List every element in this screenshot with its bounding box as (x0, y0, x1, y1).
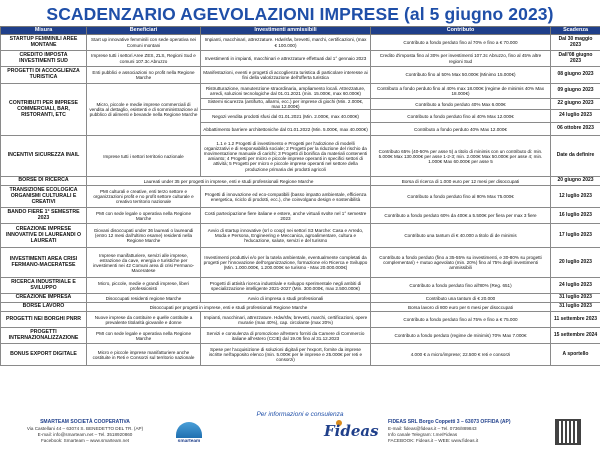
table-header (1, 27, 600, 35)
scadenza-cell: 12 luglio 2023 (551, 186, 600, 208)
contributo-cell: Contributo a fondo perduto fino al 70% e fino a € 70.000 (371, 35, 551, 51)
table-row (1, 278, 600, 294)
beneficiari-cell: Disoccupati per progetti in imprese, enti e studi professionali Regione Marche (87, 303, 371, 312)
scadenza-cell: 08 giugno 2023 (551, 67, 600, 84)
investimenti-cell: Servizi e consulenza di promozione all'estero forniti da Camere di Commercio italiane all'estero (CCIE) dal 19.06 fino al 31.12.2023 (201, 328, 371, 344)
qr-code-icon (555, 419, 581, 445)
contributo-cell: Contributo fino al 50% Max 50.000€ (Minimo 15.000€) (371, 67, 551, 84)
investimenti-cell: Progetti di attività ricerca industriale e sviluppo sperimentale negli ambiti di specializzazione intelligente 2021-2027 (Min. 300.000€, max 2.500.000€) (201, 278, 371, 294)
scadenza-cell: 11 settembre 2023 (551, 312, 600, 328)
misura-cell: BONUS EXPORT DIGITALE (1, 344, 87, 366)
beneficiari-cell: Nuove imprese da costituire e quelle costituite a prevalente titolarità giovanile e donne (87, 312, 201, 328)
agevolazioni-table (0, 26, 600, 366)
investimenti-cell: Avvio di startup innovative (srl o coop) nei settori S3 Marche: Casa e Arredo, Moda e Persona, Engineering e Meccanica, agroalimentare, cultura e l'educazione, salute, servizi e del turismo (201, 224, 371, 248)
misura-cell: BANDO FIERE 1° SEMESTRE 2023 (1, 208, 87, 224)
col-header-contributo: Contributo (371, 27, 551, 35)
contributo-cell: Contributo a fondo perduto 40% Max 12.000€ (371, 123, 551, 136)
misura-cell: RICERCA INDUSTRIALE E SVILUPPO (1, 278, 87, 294)
smarteam-address: Via Castellani 44 – 63074 S. BENEDETTO DEL TR. (AP) (26, 425, 144, 431)
table-row (1, 67, 600, 84)
misura-cell: INCENTIVI SICUREZZA INAIL (1, 136, 87, 177)
smarteam-logo-label: smarteam (177, 439, 201, 444)
scadenza-cell: 31 luglio 2023 (551, 294, 600, 303)
col-header-scadenza: Scadenza (551, 27, 600, 35)
scadenza-cell: Dall'08 giugno 2023 (551, 51, 600, 67)
investimenti-cell: Manifestazioni, eventi e progetti di accoglienza turistica di particolare interesse ai fini della valorizzazione dell'offerta turistica (201, 67, 371, 84)
footer-subtitle: Per informazioni e consulenza (256, 411, 344, 418)
beneficiari-cell: Giovani disoccupati under 36 laureati o laureandi (entro 12 mesi dall'ultimo esame) residenti nella Regione Marche (87, 224, 201, 248)
misura-cell: PROGETTI DI ACCOGLIENZA TURISTICA (1, 67, 87, 84)
scadenza-cell: 24 luglio 2023 (551, 110, 600, 123)
contributo-cell: Contributo una tantum di € 40.000 a titolo di de minimis (371, 224, 551, 248)
beneficiari-cell: Enti pubblici e associazioni no profit nella Regione Marche (87, 67, 201, 84)
table-row (1, 84, 600, 99)
beneficiari-cell: PMI culturali e creative, enti terzo settore e organizzazioni profit e no profit settore culturale e creativo territorio nazionale (87, 186, 201, 208)
investimenti-cell: Sistemi sicurezza (antifurto, allarmi, ecc.) per imprese di giochi (Min. 2.000€, max 12.000€) (201, 99, 371, 110)
beneficiari-cell: Start up innovative femminili con sede operativa nei Comuni montani (87, 35, 201, 51)
misura-cell: CREAZIONE IMPRESE INNOVATIVE DI LAUREANDI O LAUREATI (1, 224, 87, 248)
misura-cell: PROGETTI INTERNAZIONALIZZAZIONE (1, 328, 87, 344)
misura-cell: BORSE DI RICERCA (1, 177, 87, 186)
investimenti-cell: 1.1 e 1.2 Progetti di investimento e Progetti per l'adozione di modelli organizzativi e di responsabilità sociale; 2 Progetti per la riduzione del rischio da movimentazione manuale di carichi; 3 Progetti di bonifica da materiali contenenti amianto; 4 Progetti per micro e piccole imprese operanti in specifici settori di attività; 5 Progetti per micro e piccole imprese operanti nel settore della produzione primaria dei prodotti agricoli (201, 136, 371, 177)
contributo-cell: Credito d'imposta fino al 30% per investimenti 107.3c Abruzzo, fino al 45% altre regioni Sud (371, 51, 551, 67)
fideas-telegram[interactable]: Info canale Telegram: t.me/Fideas (388, 431, 458, 437)
table-row (1, 186, 600, 208)
table-row (1, 312, 600, 328)
misura-cell: CREDITO IMPOSTA INVESTIMENTI SUD (1, 51, 87, 67)
beneficiari-cell: PMI con sede legale e operativa nella Regione Marche (87, 328, 201, 344)
contributo-cell: Contributo a fondo perduto fino al 90% Max 75.000€ (371, 186, 551, 208)
beneficiari-cell: PMI con sede legale o operativa nella Regione Marche (87, 208, 201, 224)
contributo-cell: Contributo a fondo perduto fino al 40% Max 12.000€ (371, 110, 551, 123)
fideas-logo-text: Fideas (324, 422, 379, 440)
contributo-cell: Contributo una tantum di € 20.000 (371, 294, 551, 303)
smarteam-contact-card (6, 419, 164, 450)
contributo-cell: Contributo a fondo perduto fino al 75% e fino a € 75.000 (371, 312, 551, 328)
contributo-cell: Contributo 65% (40-50% per asse 5) a titolo di minimis con un contributo di: min. 5.000€ Max 130.000€ per asse 1-2-3; min. 2.000€ Max 50.000€ per asse 4; min. 1.000€ Max 60.000€ per asse 5 (371, 136, 551, 177)
investimenti-cell: Investimenti produttivi e/o per la tutela ambientale, eventualmente completati da progetti per l'innovazione dell'organizzazione, formazione e/o Ricerca e Sviluppo (Min. 1.000.000€, 1.200.000€ se turismo - Max 20.000.000€) (201, 248, 371, 278)
wave-icon (176, 422, 202, 438)
investimenti-cell: Ristrutturazione, manutenzione straordinaria, ampliamento locali. Attrezzature, arredi, soluzioni tecnologiche dal 01.01.2021 (min. 15.000€, max 60.000€) (201, 84, 371, 99)
fideas-web[interactable]: FACEBOOK: Fideas.it – WEB: www.fideas.it (388, 437, 479, 443)
table-row (1, 208, 600, 224)
investimenti-cell: Impianti, macchinari, attrezzature. Hdw/sfw, brevetti, marchi, certificazioni, opere murarie (max 40%), cap. circolante (max 20%) (201, 312, 371, 328)
investimenti-cell: Progetti di innovazione ed eco-compatibili (basso impatto ambientale, efficienza energetica, riciclo di prodotti, ecc.), che coinvolgano design e sostenibilità (201, 186, 371, 208)
misura-cell: BORSE LAVORO (1, 303, 87, 312)
scadenza-cell: 16 luglio 2023 (551, 208, 600, 224)
beneficiari-cell: Imprese manifatturiere, servizi alle imprese, estrazione da cave, energia e turistiche per investimenti nei 42 Comuni area di crisi Fermano-Maceratese (87, 248, 201, 278)
table-row (1, 303, 600, 312)
table-row (1, 35, 600, 51)
investimenti-cell: Costi partecipazione fiere italiane e estere, anche virtuali svolte nel 1° semestre 2023 (201, 208, 371, 224)
contributo-cell: Borsa di ricerca di 1.000 euro per 12 mesi per disoccupati (371, 177, 551, 186)
contributo-cell: Contributo a fondo perduto (fino a 35-55% su investimenti, e 30-80% su progetti complementari) + mutuo agevolato (min. 20%) fino al 75% degli investimenti ammissibili (371, 248, 551, 278)
investimenti-cell: Negozi vendita prodotti sfusi dal 01.01.2021 (Min. 2.000€, max 40.000€) (201, 110, 371, 123)
scadenza-cell: 17 luglio 2023 (551, 224, 600, 248)
fideas-logo (324, 420, 384, 446)
scadenza-cell: Dal 30 maggio 2023 (551, 35, 600, 51)
scadenza-cell: 09 giugno 2023 (551, 84, 600, 99)
misura-cell: PROGETTI NEI BORGHI PNRR (1, 312, 87, 328)
table-row (1, 51, 600, 67)
misura-cell: CREAZIONE IMPRESA (1, 294, 87, 303)
beneficiari-cell: Disoccupati residenti regione Marche (87, 294, 201, 303)
scadenza-cell: 06 ottobre 2023 (551, 123, 600, 136)
fideas-contact-card (388, 419, 548, 450)
col-header-beneficiari: Beneficiari (87, 27, 201, 35)
table-row (1, 294, 600, 303)
table-row (1, 177, 600, 186)
scadenza-cell: 20 giugno 2023 (551, 177, 600, 186)
smarteam-logo (172, 418, 206, 448)
contributo-cell: Contributo a fondo perduto 60% da 400€ a 5.500€ per fiera per max 3 fiere (371, 208, 551, 224)
investimenti-cell: Avvio di impresa o studi professionali (201, 294, 371, 303)
table-row (1, 248, 600, 278)
investimenti-cell: Abbattimento barriere architettoniche dal 01.01.2022 (Min. 5.000€, max 40.000€) (201, 123, 371, 136)
misura-cell: CONTRIBUTI PER IMPRESE COMMERCIALI, BAR, RISTORANTI, ETC (1, 84, 87, 136)
scadenza-cell: 24 luglio 2023 (551, 278, 600, 294)
beneficiari-cell: Laureati under 35 per progetti in imprese, enti e studi professionali Regione Marche (87, 177, 371, 186)
beneficiari-cell: Imprese tutti i settori territorio nazionale (87, 136, 201, 177)
fideas-company: FIDEAS SRL Borgo Coppetti 3 – 63073 OFFIDA (AP) (388, 419, 511, 425)
beneficiari-cell: Micro, piccole e medie imprese commerciali di vendita al dettaglio, esistenti e di somministrazione al pubblico di alimenti e bevande nella Regione Marche (87, 84, 201, 136)
contributo-cell: Contributo a fondo perduto 40% Max 6.000€ (371, 99, 551, 110)
beneficiari-cell: Imprese tutti i settori Aree ZES, ZLS, Regioni Sud e comuni 107.3c Abruzzo (87, 51, 201, 67)
contributo-cell: Contributo a fondo perduto fino al 40% max 18.000€ (regime de minimis 40% Max 18.000€) (371, 84, 551, 99)
smarteam-company: SMARTEAM SOCIETÀ COOPERATIVA (40, 419, 130, 425)
contributo-cell: Borsa lavoro di 800 euro per 6 mesi per disoccupati (371, 303, 551, 312)
misura-cell: STARTUP FEMMINILI AREE MONTANE (1, 35, 87, 51)
scadenza-cell: Date da definire (551, 136, 600, 177)
beneficiari-cell: Micro e piccole imprese manifatturiere anche costituite in Reti e Consorzi sul territorio nazionale (87, 344, 201, 366)
investimenti-cell: Spese per l'acquisizione di soluzioni digitali per l'export, fornite da imprese iscritte nell'apposito elenco (min. 5.000€ per le imprese e 25.000€ per reti e consorzi) (201, 344, 371, 366)
contributo-cell: Contributo a fondo perduto fino all'80% (Reg. 651) (371, 278, 551, 294)
fideas-email[interactable]: E-mail: fideas@fideas.it – Tel. 0736/889843 (388, 425, 477, 431)
beneficiari-cell: Micro, piccole, medie e grandi imprese, liberi professionisti (87, 278, 201, 294)
misura-cell: TRANSIZIONE ECOLOGICA ORGANISMI CULTURALI E CREATIVI (1, 186, 87, 208)
contributo-cell: Contributo a fondo perduto (regime de minimis) 70% Max 7.000€ (371, 328, 551, 344)
misura-cell: INVESTIMENTI AREA CRISI FERMANO-MACERATESE (1, 248, 87, 278)
scadenza-cell: 22 giugno 2023 (551, 99, 600, 110)
scadenza-cell: 15 settembre 2024 (551, 328, 600, 344)
table-row (1, 136, 600, 177)
table-row (1, 224, 600, 248)
contributo-cell: 4.000 € a micro/imprese; 22.500 € reti e consorzi (371, 344, 551, 366)
table-row (1, 344, 600, 366)
investimenti-cell: Impianti, macchinari, attrezzature. Hdw/sfw, brevetti, marchi, certificazioni, (max € 100.000) (201, 35, 371, 51)
smarteam-contact[interactable]: E-mail: info@smarteam.net – Tel. 3518920860 (37, 431, 133, 437)
scadenza-cell: 31 luglio 2023 (551, 303, 600, 312)
scadenza-cell: 20 luglio 2023 (551, 248, 600, 278)
col-header-misura: Misura (1, 27, 87, 35)
table-row (1, 328, 600, 344)
investimenti-cell: Investimenti in impianti, macchinari e attrezzature effettuati dal 1° gennaio 2023 (201, 51, 371, 67)
scadenza-cell: A sportello (551, 344, 600, 366)
col-header-investimenti: Investimenti ammissibili (201, 27, 371, 35)
page-title: SCADENZARIO AGEVOLAZIONI IMPRESE (al 5 giugno 2023) (46, 4, 554, 24)
smarteam-social[interactable]: Facebook: Smarteam – www.smarteam.net (40, 437, 130, 443)
